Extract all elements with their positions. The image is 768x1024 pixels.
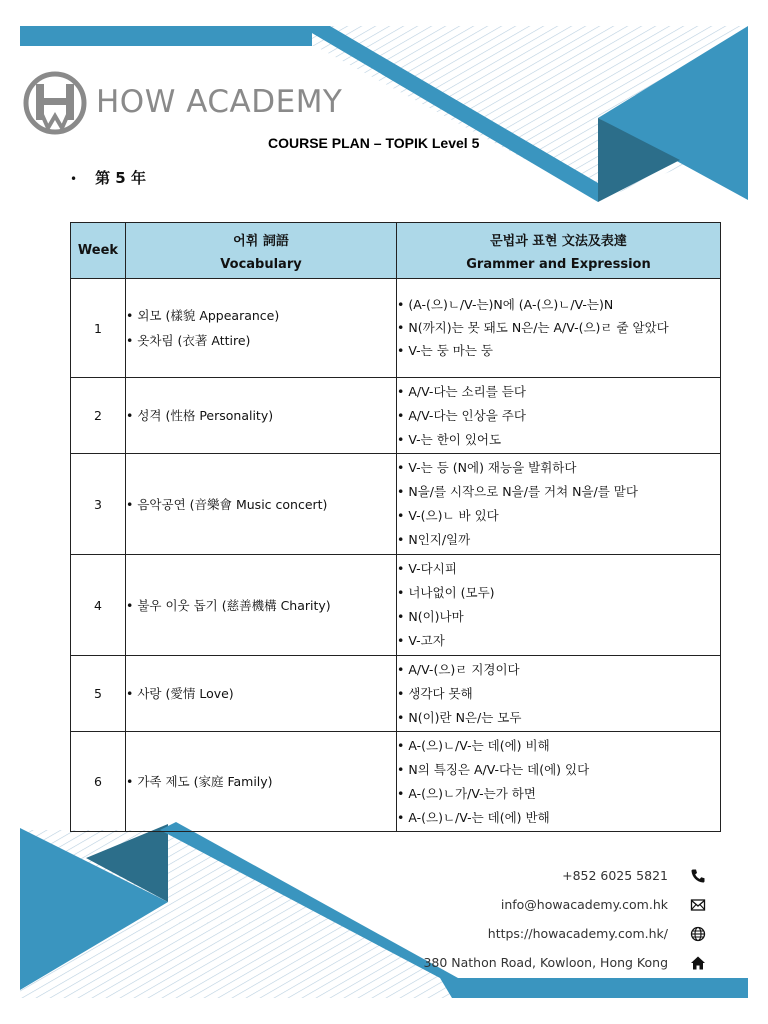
list-item: • V-고자 — [397, 633, 445, 648]
list-item: • A-(으)ㄴ/V-는 데(에) 반해 — [397, 809, 550, 825]
course-plan-table — [70, 222, 721, 832]
phone-icon — [690, 868, 706, 884]
grammar-cell — [397, 378, 721, 454]
list-item: • A-(으)ㄴ/V-는 데(에) 비해 — [397, 737, 550, 753]
table-row — [71, 454, 721, 555]
header-grammar: 문법과 표현 文法及表達 Grammer and Expression — [397, 223, 721, 279]
list-item: • N인지/일까 — [397, 532, 471, 547]
year-heading — [70, 167, 146, 188]
week-cell: 3 — [71, 454, 126, 555]
grammar-cell — [397, 279, 721, 378]
bullet: • — [70, 172, 78, 186]
list-item: • N의 특징은 A/V-다는 데(에) 있다 — [397, 761, 590, 777]
table-row — [71, 555, 721, 656]
vocab-cell — [126, 555, 397, 656]
list-item: • N(까지)는 못 돼도 N은/는 A/V-(으)ㄹ 줄 알았다 — [397, 320, 669, 335]
list-item: • 외모 (樣貌 Appearance) — [126, 308, 280, 323]
list-item: • A/V-다는 인상을 주다 — [397, 407, 526, 423]
contact-email[interactable]: info@howacademy.com.hk — [500, 897, 668, 912]
contact-website[interactable]: https://howacademy.com.hk/ — [487, 926, 668, 941]
contact-phone: +852 6025 5821 — [562, 868, 668, 883]
list-item: • V-(으)ㄴ 바 있다 — [397, 508, 499, 523]
course-title: COURSE PLAN – TOPIK Level 5 — [268, 135, 480, 151]
table-row — [71, 378, 721, 454]
list-item: • 생각다 못해 — [397, 685, 473, 701]
list-item: • A/V-다는 소리를 듣다 — [397, 383, 526, 399]
grammar-cell — [397, 555, 721, 656]
mail-icon — [690, 897, 706, 913]
week-cell: 4 — [71, 555, 126, 656]
vocab-cell — [126, 279, 397, 378]
globe-icon — [690, 926, 706, 942]
list-item: • N(이)나마 — [397, 609, 464, 624]
grammar-cell — [397, 454, 721, 555]
list-item: • A-(으)ㄴ가/V-는가 하면 — [397, 785, 536, 801]
vocab-cell — [126, 656, 397, 732]
list-item: • 너나없이 (모두) — [397, 585, 495, 600]
table-row — [71, 656, 721, 732]
list-item: • V-는 한이 있어도 — [397, 431, 502, 447]
list-item: • 가족 제도 (家庭 Family) — [126, 774, 273, 789]
year-label: 第 5 年 — [95, 169, 146, 187]
list-item: • 옷차림 (衣著 Attire) — [126, 333, 251, 348]
table-row — [71, 279, 721, 378]
week-cell: 1 — [71, 279, 126, 378]
week-cell: 2 — [71, 378, 126, 454]
list-item: • A/V-(으)ㄹ 지경이다 — [397, 661, 520, 677]
logo-icon — [22, 70, 88, 136]
list-item: • V-는 둥 마는 둥 — [397, 343, 493, 358]
list-item: • (A-(으)ㄴ/V-는)N에 (A-(으)ㄴ/V-는)N — [397, 297, 614, 312]
week-cell: 6 — [71, 732, 126, 832]
list-item: • V-는 등 (N에) 재능을 발휘하다 — [397, 460, 577, 475]
grammar-cell — [397, 732, 721, 832]
list-item: • 사랑 (愛情 Love) — [126, 686, 234, 701]
grammar-cell — [397, 656, 721, 732]
table-row — [71, 732, 721, 832]
top-blue-stripe — [20, 26, 312, 46]
table-header-row — [71, 223, 721, 279]
bottom-blue-stripe — [440, 978, 748, 998]
list-item: • 불우 이웃 돕기 (慈善機構 Charity) — [126, 597, 331, 613]
list-item: • 성격 (性格 Personality) — [126, 408, 274, 423]
list-item: • N을/를 시작으로 N을/를 거쳐 N을/를 맡다 — [397, 484, 638, 499]
list-item: • 음악공연 (音樂會 Music concert) — [126, 496, 328, 512]
vocab-cell — [126, 454, 397, 555]
contact-address: 380 Nathon Road, Kowloon, Hong Kong — [423, 955, 668, 970]
vocab-cell — [126, 378, 397, 454]
list-item: • V-다시피 — [397, 561, 457, 576]
brand-name: HOW ACADEMY — [96, 84, 343, 120]
home-icon — [690, 955, 706, 971]
header-vocabulary: 어휘 詞語 Vocabulary — [126, 223, 397, 279]
list-item: • N(이)란 N은/는 모두 — [397, 709, 522, 725]
week-cell: 5 — [71, 656, 126, 732]
vocab-cell — [126, 732, 397, 832]
header-week: Week — [71, 223, 126, 279]
